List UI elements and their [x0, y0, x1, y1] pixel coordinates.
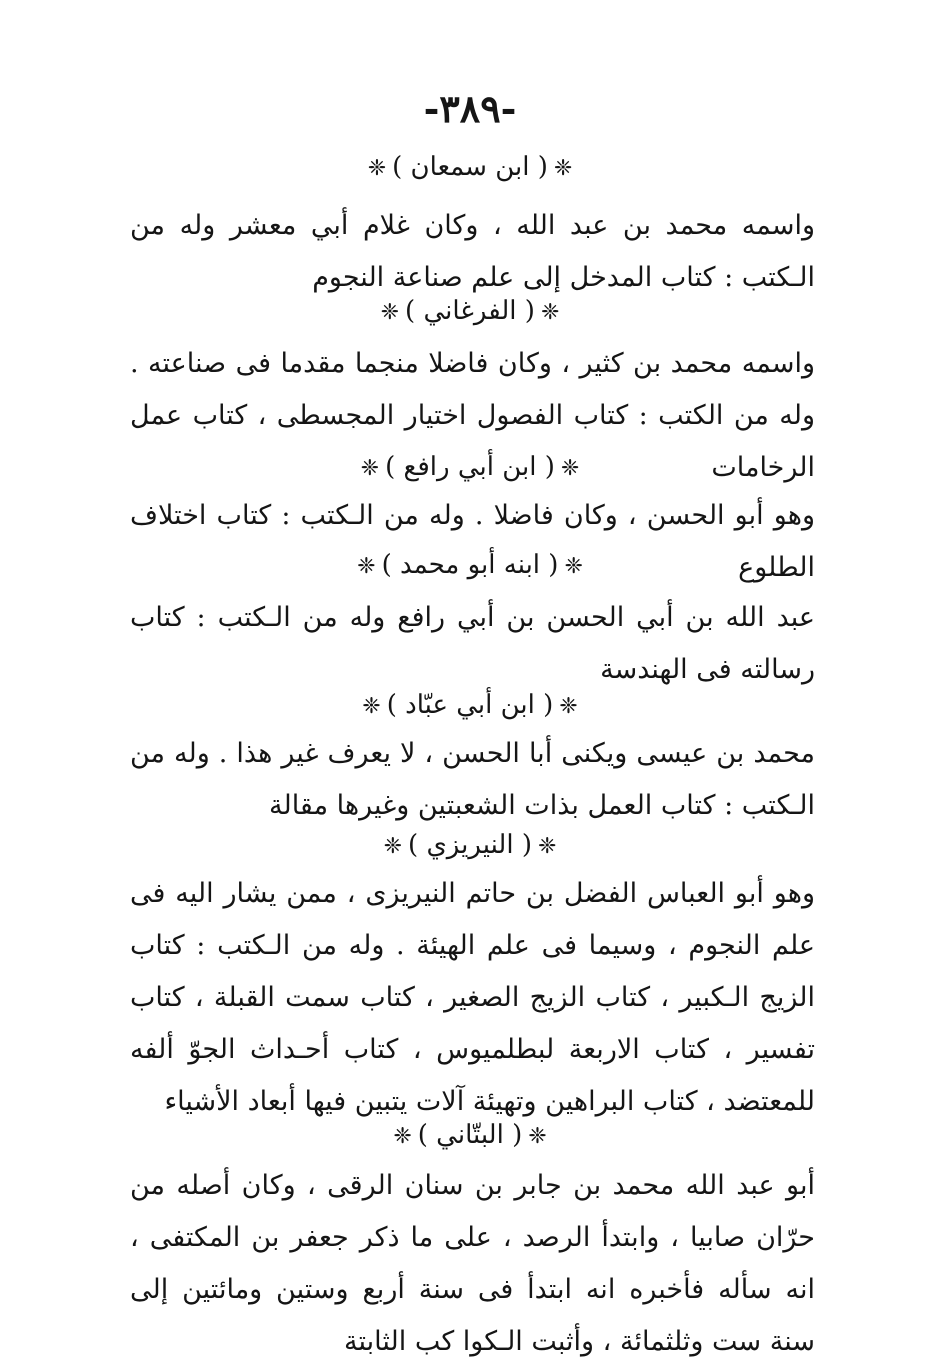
ornament-icon: ❈ [528, 1124, 547, 1149]
heading-text: ( النيريزي ) [408, 830, 532, 860]
heading-text: ( ابن أبي رافع ) [385, 452, 555, 482]
ornament-icon: ❈ [357, 554, 376, 579]
section-body: عبد الله بن أبي الحسن بن أبي رافع وله من الـكتب : كتاب رسالته فى الهندسة [130, 602, 815, 685]
heading-text: ( ابن سمعان ) [392, 152, 548, 182]
ornament-icon: ❈ [537, 834, 557, 859]
ornament-icon: ❈ [540, 300, 560, 325]
heading-text: ( الفرغاني ) [405, 296, 535, 326]
ornament-icon: ❈ [367, 156, 387, 181]
heading-text: ( ابنه أبو محمد ) [381, 550, 559, 580]
section-body: محمد بن عيسى ويكنى أبا الحسن ، لا يعرف غير هذا . وله من الـكتب : كتاب العمل بذات الشعبتين وغيرها مقالة [130, 738, 815, 821]
ornament-icon: ❈ [360, 456, 380, 481]
ornament-icon: ❈ [564, 554, 583, 579]
ornament-icon: ❈ [553, 156, 573, 181]
ornament-icon: ❈ [380, 300, 400, 325]
section-body: وهو أبو العباس الفضل بن حاتم النيريزى ، ممن يشار اليه فى علم النجوم ، وسيما فى علم الهيئة . وله من الـكتب : كتاب الزيج الـكبير ، كتاب الزيج الصغير ، كتاب سمت القبلة ، كتاب تفسير ، كتاب الاربعة لبطلميوس ، كتاب أحـداث الجوّ ألفه للمعتضد ، كتاب البراهين وتهيئة آلات يتبين فيها أبعاد الأشياء [130, 878, 815, 1117]
section-body: واسمه محمد بن كثير ، وكان فاضلا منجما مقدما فى صناعته . وله من الكتب : كتاب الفصول اختيار المجسطى ، كتاب عمل الرخامات [130, 348, 815, 483]
section-heading [0, 294, 940, 330]
section-heading [0, 450, 940, 486]
ornament-icon: ❈ [393, 1124, 412, 1149]
ornament-icon: ❈ [560, 456, 580, 481]
section-body: أبو عبد الله محمد بن جابر بن سنان الرقى ، وكان أصله من حرّان صابيا ، وابتدأ الرصد ، على ما ذكر جعفر بن المكتفى ، انه سأله فأخبره انه ابتدأ فى سنة أربع وستين ومائتين إلى سنة ست وثلثمائة ، وأثبت الـكوا كب الثابتة [130, 1170, 815, 1357]
ornament-icon: ❈ [559, 694, 578, 719]
section-heading [0, 548, 940, 584]
heading-text: ( ابن أبي عبّاد ) [386, 690, 554, 720]
ornament-icon: ❈ [362, 694, 381, 719]
section-heading [0, 688, 940, 724]
section-heading [0, 1118, 940, 1154]
ornament-icon: ❈ [383, 834, 403, 859]
heading-text: ( البتّاني ) [417, 1120, 523, 1150]
section-heading [0, 828, 940, 864]
section-heading [0, 150, 940, 186]
section-body: واسمه محمد بن عبد الله ، وكان غلام أبي معشر وله من الـكتب : كتاب المدخل إلى علم صناعة النجوم [130, 210, 815, 293]
section-body: وهو أبو الحسن ، وكان فاضلا . وله من الـكتب : كتاب اختلاف الطلوع [130, 500, 815, 583]
page-number: -٣٨٩- [423, 86, 517, 131]
